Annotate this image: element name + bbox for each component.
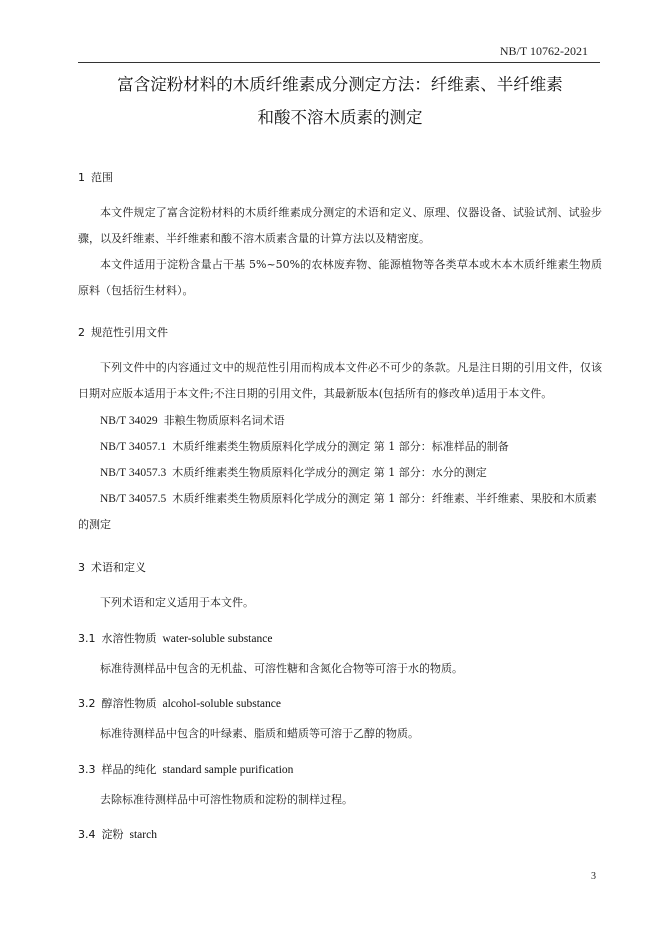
term-en: starch <box>129 829 157 841</box>
term-heading <box>78 630 272 646</box>
reference-title: 木质纤维素类生物质原料化学成分的测定 第 1 部分：标准样品的制备 <box>172 440 509 453</box>
section-title: 术语和定义 <box>91 561 146 574</box>
section-heading-normative-references <box>78 324 168 340</box>
term-definition: 去除标准待测样品中可溶性物质和淀粉的制样过程。 <box>100 793 353 806</box>
term-zh: 淀粉 <box>101 828 124 841</box>
reference-code: NB/T 34029 <box>100 415 158 427</box>
section-number: 3 <box>78 561 85 574</box>
term-zh: 水溶性物质 <box>101 632 157 645</box>
section-title: 范围 <box>91 171 113 184</box>
term-zh: 醇溶性物质 <box>101 697 157 710</box>
term-definition: 标准待测样品中包含的叶绿素、脂质和蜡质等可溶于乙醇的物质。 <box>100 727 419 740</box>
term-definition: 标准待测样品中包含的无机盐、可溶性糖和含氮化合物等可溶于水的物质。 <box>100 662 463 675</box>
term-number: 3.4 <box>78 828 96 841</box>
term-en: water-soluble substance <box>162 633 273 645</box>
term-heading <box>78 761 293 777</box>
term-en: alcohol-soluble substance <box>162 698 281 710</box>
section-number: 2 <box>78 326 85 339</box>
page-number: 3 <box>591 871 596 882</box>
section-heading-scope <box>78 169 113 185</box>
references-intro: 下列文件中的内容通过文中的规范性引用而构成本文件必不可少的条款。凡是注日期的引用文件，仅该日期对应版本适用于本文件;不注日期的引用文件，其最新版本(包括所有的修改单)适用于本文件。 <box>78 361 602 400</box>
reference-code: NB/T 34057.1 <box>100 441 167 453</box>
section-title: 规范性引用文件 <box>91 326 168 339</box>
term-zh: 样品的纯化 <box>101 763 157 776</box>
reference-title: 非粮生物质原料名词术语 <box>163 414 285 427</box>
term-en: standard sample purification <box>162 764 294 776</box>
term-heading <box>78 826 157 842</box>
reference-code: NB/T 34057.3 <box>100 467 167 479</box>
standard-code: NB/T 10762-2021 <box>499 44 588 58</box>
term-number: 3.3 <box>78 763 96 776</box>
scope-paragraph-1: 本文件规定了富含淀粉材料的木质纤维素成分测定的术语和定义、原理、仪器设备、试验试剂、试验步骤，以及纤维素、半纤维素和酸不溶木质素含量的计算方法以及精密度。 <box>78 206 602 245</box>
reference-item <box>78 408 602 434</box>
header-rule <box>78 62 600 63</box>
section-heading-terms <box>78 559 146 575</box>
reference-item <box>78 434 602 460</box>
reference-item <box>78 486 602 538</box>
section-number: 1 <box>78 171 85 184</box>
term-number: 3.2 <box>78 697 96 710</box>
scope-paragraph-2: 本文件适用于淀粉含量占干基 5%~50%的农林废弃物、能源植物等各类草本或木本木质纤维素生物质原料（包括衍生材料）。 <box>78 258 602 297</box>
reference-title: 木质纤维素类生物质原料化学成分的测定 第 1 部分：水分的测定 <box>172 466 487 479</box>
term-number: 3.1 <box>78 632 96 645</box>
term-heading <box>78 695 281 711</box>
reference-code: NB/T 34057.5 <box>100 493 167 505</box>
document-title-line-1: 富含淀粉材料的木质纤维素成分测定方法：纤维素、半纤维素 <box>117 75 563 94</box>
document-title-line-2: 和酸不溶木质素的测定 <box>257 108 423 127</box>
terms-intro: 下列术语和定义适用于本文件。 <box>100 596 254 609</box>
reference-title: 木质纤维素类生物质原料化学成分的测定 第 1 部分：纤维素、半纤维素、果胶和木质素的测定 <box>78 492 597 531</box>
reference-item <box>78 460 602 486</box>
